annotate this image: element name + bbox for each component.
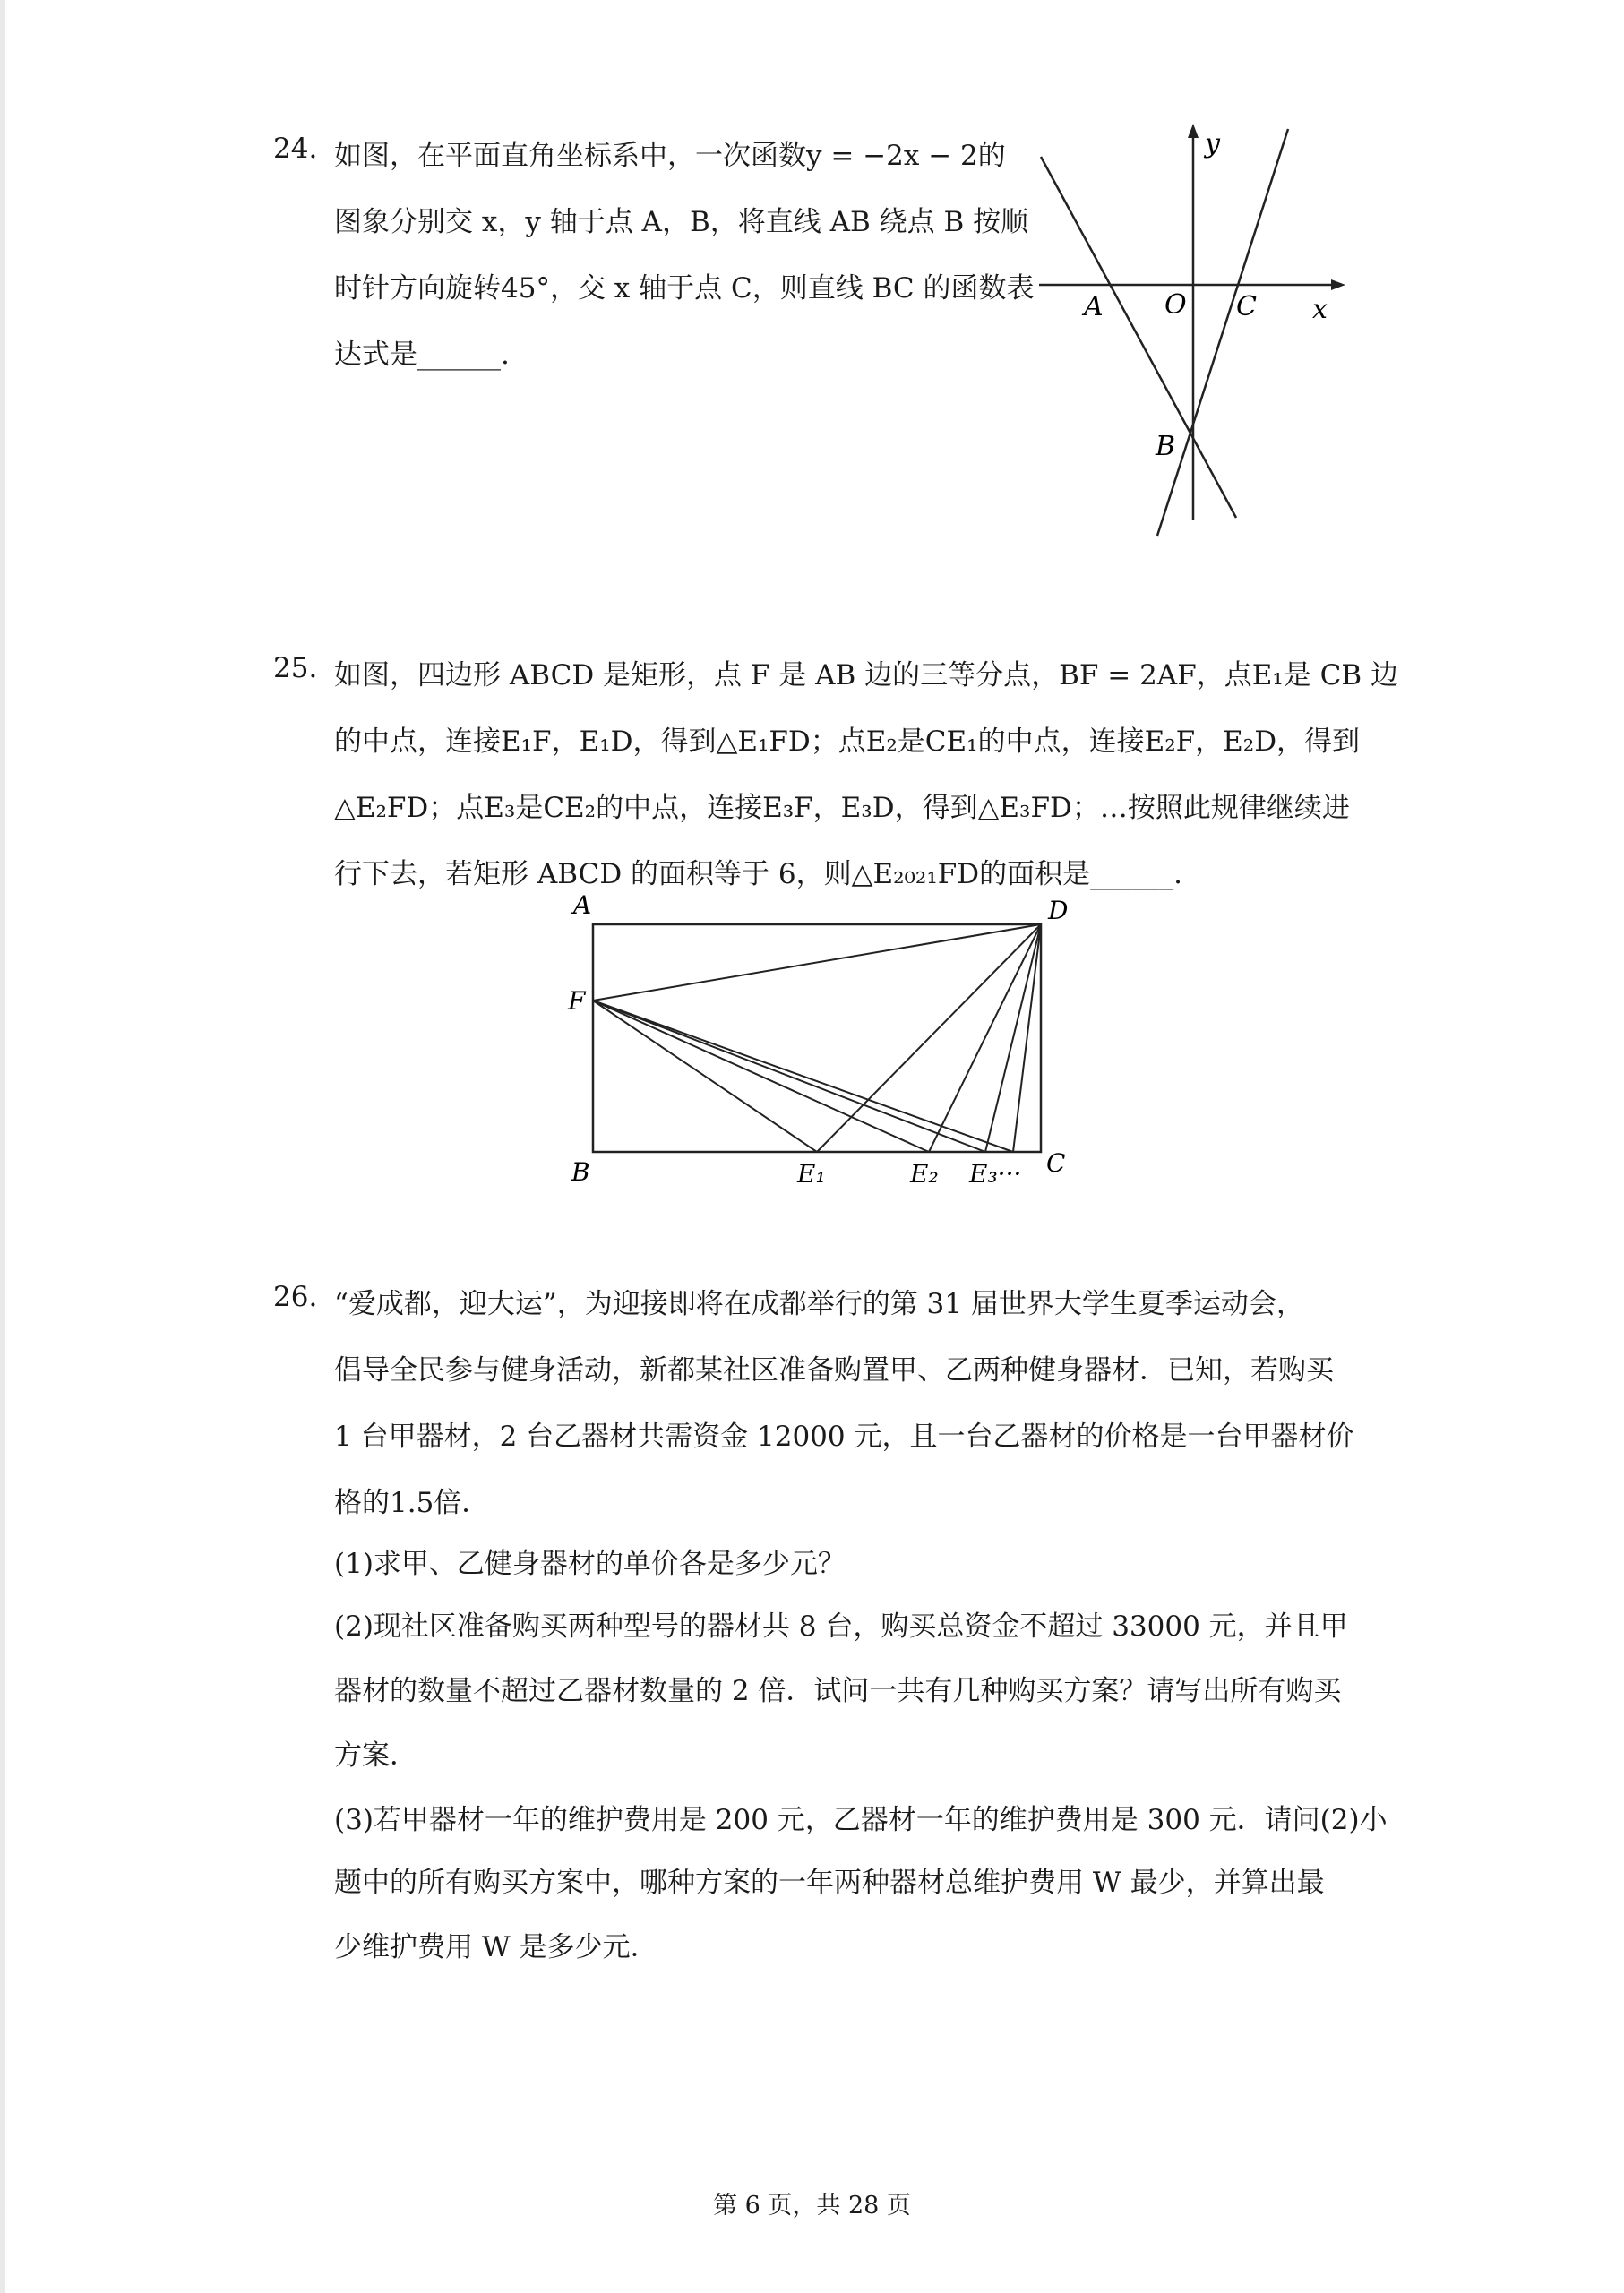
question-number: 26. — [273, 1281, 318, 1313]
question-24-line-2: 图象分别交 x，y 轴于点 A，B，将直线 AB 绕点 B 按顺 — [334, 206, 1029, 238]
page-footer: 第 6 页，共 28 页 — [713, 2192, 911, 2220]
label-f: F — [568, 986, 586, 1016]
segment-de3 — [985, 924, 1041, 1152]
question-26-part-1: (1)求甲、乙健身器材的单价各是多少元？ — [334, 1548, 846, 1580]
segment-de2 — [929, 924, 1041, 1152]
question-25-line-4: 行下去，若矩形 ABCD 的面积等于 6，则△E₂₀₂₁FD的面积是______. — [334, 858, 1182, 890]
question-25-line-2: 的中点，连接E₁F，E₁D，得到△E₁FD；点E₂是CE₁的中点，连接E₂F，E₂D，得到 — [334, 726, 1361, 758]
question-26-part-3-line-2: 题中的所有购买方案中，哪种方案的一年两种器材总维护费用 W 最少，并算出最 — [334, 1867, 1325, 1899]
x-axis-arrow — [1331, 279, 1345, 290]
question-24-line-1: 如图，在平面直角坐标系中，一次函数y = −2x − 2的 — [334, 140, 1006, 172]
question-26-part-2-line-3: 方案． — [334, 1739, 417, 1772]
question-25-line-3: △E₂FD；点E₃是CE₂的中点，连接E₃F，E₃D，得到△E₃FD；…按照此规律继续进 — [334, 792, 1350, 824]
question-26-line-2: 倡导全民参与健身活动，新都某社区准备购置甲、乙两种健身器材．已知，若购买 — [334, 1354, 1334, 1387]
question-26-part-3-line-3: 少维护费用 W 是多少元． — [334, 1931, 658, 1963]
segment-fe1 — [593, 1001, 817, 1152]
label-y: y — [1205, 128, 1220, 159]
question-number: 25. — [273, 652, 318, 684]
question-26-line-4: 格的1.5倍． — [334, 1487, 490, 1519]
question-24-line-3: 时针方向旋转45°，交 x 轴于点 C，则直线 BC 的函数表 — [334, 272, 1035, 305]
segment-fe3 — [593, 1001, 985, 1152]
label-c: C — [1236, 291, 1257, 322]
question-number: 24. — [273, 133, 318, 165]
label-a: A — [1084, 291, 1104, 322]
label-d: D — [1048, 896, 1069, 925]
label-e3: E₃··· — [969, 1159, 1022, 1189]
question-25-line-1: 如图，四边形 ABCD 是矩形，点 F 是 AB 边的三等分点，BF = 2AF，点E₁是 CB 边 — [334, 659, 1398, 691]
segment-de4 — [1013, 924, 1041, 1152]
rectangle-abcd — [593, 924, 1041, 1152]
segment-fd — [593, 924, 1041, 1001]
segment-fe4 — [593, 1001, 1013, 1152]
question-26-part-3-line-1: (3)若甲器材一年的维护费用是 200 元，乙器材一年的维护费用是 300 元．请问(2)小 — [334, 1804, 1388, 1836]
y-axis-arrow — [1188, 124, 1199, 138]
label-x: x — [1312, 294, 1328, 325]
question-26-part-2-line-2: 器材的数量不超过乙器材数量的 2 倍．试问一共有几种购买方案？请写出所有购买 — [334, 1675, 1342, 1707]
label-b: B — [571, 1157, 590, 1187]
q24-coordinate-figure — [1021, 116, 1362, 546]
label-o: O — [1164, 289, 1187, 321]
label-e1: E₁ — [797, 1159, 826, 1189]
line-bc — [1157, 129, 1288, 536]
label-b: B — [1156, 431, 1176, 462]
q25-rectangle-figure — [555, 887, 1075, 1209]
page-edge — [0, 0, 5, 2293]
segment-de1 — [817, 924, 1041, 1152]
question-26-part-2-line-1: (2)现社区准备购买两种型号的器材共 8 台，购买总资金不超过 33000 元，并且甲 — [334, 1610, 1348, 1643]
question-26-line-3: 1 台甲器材，2 台乙器材共需资金 12000 元，且一台乙器材的价格是一台甲器材价 — [334, 1421, 1354, 1453]
label-c: C — [1046, 1148, 1066, 1178]
label-e2: E₂ — [910, 1159, 939, 1189]
segment-fe2 — [593, 1001, 929, 1152]
line-ab — [1041, 157, 1236, 518]
label-a: A — [573, 890, 592, 920]
question-26-line-1: “爱成都，迎大运”，为迎接即将在成都举行的第 31 届世界大学生夏季运动会， — [334, 1288, 1304, 1320]
question-24-line-4: 达式是______. — [334, 339, 510, 371]
